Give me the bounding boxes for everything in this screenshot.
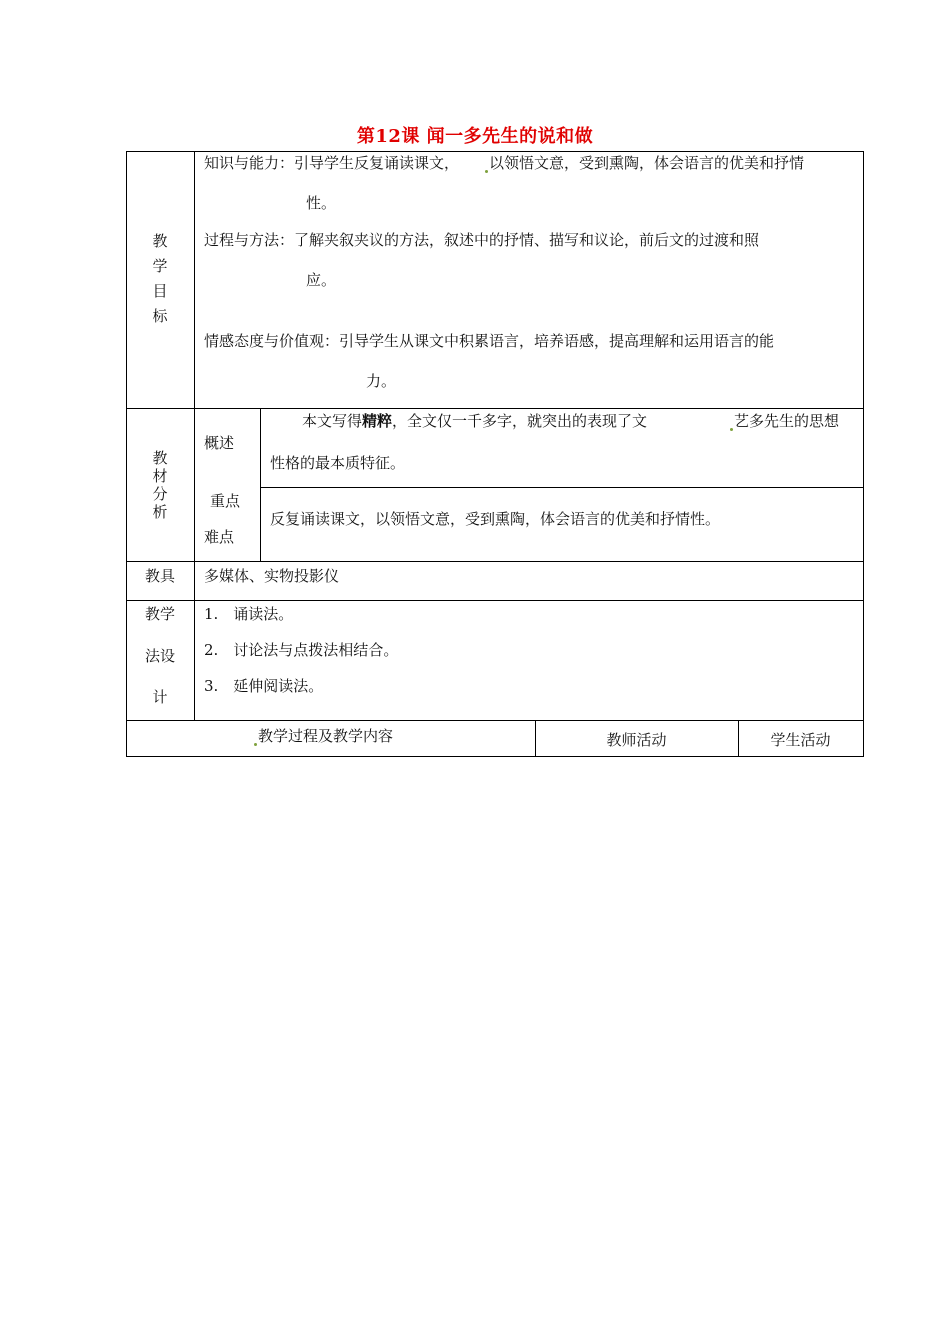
emotion-label: 情感态度与价值观：	[204, 332, 340, 350]
table-border-top	[126, 151, 864, 152]
analysis-label-char: 分	[152, 485, 168, 503]
overview-text-a: 本文写得	[302, 412, 363, 430]
key-text: 反复诵读课文，以领悟文意，受到熏陶，体会语言的优美和抒情性。	[270, 510, 721, 528]
student-activity-header: 学生活动	[770, 731, 831, 749]
overview-line-c	[730, 411, 839, 431]
table-border-right	[863, 151, 864, 757]
objectives-label-char: 学	[152, 257, 168, 275]
process-continuation: 应。	[306, 271, 337, 289]
table-border-bottom	[126, 756, 864, 757]
margin-dot-icon	[730, 428, 733, 431]
knowledge-label: 知识与能力：	[204, 154, 295, 172]
margin-dot-icon	[485, 170, 488, 173]
column-divider	[194, 151, 195, 720]
objectives-label-char: 目	[152, 282, 168, 300]
process-text: 了解夹叙夹议的方法，叙述中的抒情、描写和议论，前后文的过渡和照	[294, 231, 760, 249]
margin-dot-icon	[254, 743, 257, 746]
knowledge-text-b: 以领悟文意，受到熏陶，体会语言的优美和抒情	[489, 154, 805, 172]
column-divider	[260, 408, 261, 561]
method-item: 3. 延伸阅读法。	[204, 677, 324, 695]
row-divider	[126, 408, 864, 409]
emotion-line	[204, 331, 774, 351]
process-label: 过程与方法：	[204, 231, 295, 249]
overview-text-c: 艺多先生的思想	[734, 412, 840, 430]
row-divider	[126, 720, 864, 721]
key-label-2: 难点	[204, 528, 235, 546]
analysis-label-char: 材	[152, 467, 168, 485]
lesson-plan-table	[126, 151, 864, 757]
emotion-continuation: 力。	[366, 372, 397, 390]
overview-label: 概述	[204, 434, 235, 452]
process-content-label: 教学过程及教学内容	[258, 727, 394, 745]
process-line	[204, 230, 759, 250]
objectives-label-char: 教	[152, 232, 168, 250]
knowledge-line	[204, 153, 459, 173]
overview-line	[302, 411, 647, 431]
tools-label: 教具	[144, 567, 175, 585]
row-divider	[126, 561, 864, 562]
method-label: 法设	[144, 647, 175, 665]
overview-continuation: 性格的最本质特征。	[270, 454, 406, 472]
method-label: 教学	[144, 605, 175, 623]
emotion-text: 引导学生从课文中积累语言，培养语感，提高理解和运用语言的能	[339, 332, 775, 350]
key-label-1: 重点	[210, 492, 241, 510]
row-divider	[260, 487, 864, 488]
overview-text-bold: 精粹	[362, 412, 393, 430]
knowledge-line-b	[485, 153, 804, 173]
teacher-activity-header: 教师活动	[606, 731, 667, 749]
page-title: 第12课 闻一多先生的说和做	[356, 126, 594, 147]
tools-text: 多媒体、实物投影仪	[204, 567, 340, 585]
analysis-label-char: 教	[152, 449, 168, 467]
analysis-label-char: 析	[152, 503, 168, 521]
process-content-header	[254, 726, 393, 746]
objectives-label-char: 标	[152, 307, 168, 325]
overview-text-b: ，全文仅一千多字，就突出的表现了文	[392, 412, 648, 430]
method-label: 计	[152, 688, 168, 706]
knowledge-text: 引导学生反复诵读课文，	[294, 154, 460, 172]
method-item: 1. 诵读法。	[204, 605, 294, 623]
method-item: 2. 讨论法与点拨法相结合。	[204, 641, 399, 659]
row-divider	[126, 600, 864, 601]
knowledge-continuation: 性。	[306, 194, 337, 212]
